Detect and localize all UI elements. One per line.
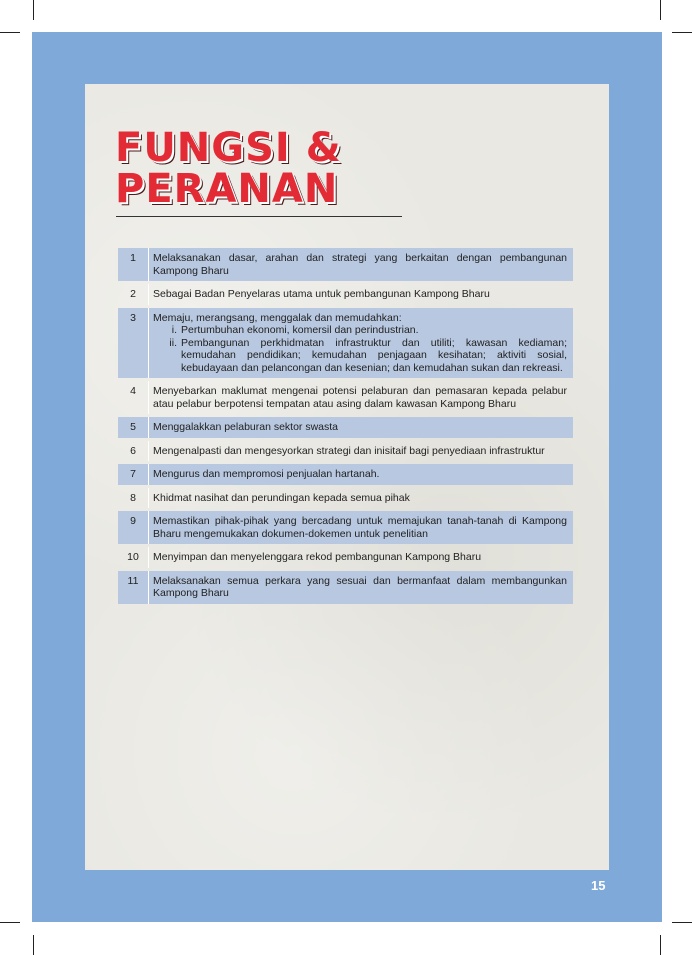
- row-text: Menyebarkan maklumat mengenai potensi pelaburan dan pemasaran kepada pelabur atau pelabur berpotensi tempatan atau asing dalam kawasan Kampong Bharu: [148, 381, 573, 414]
- sub-item: [153, 324, 567, 337]
- title-line-2: PERANAN: [115, 166, 339, 212]
- crop-mark: [33, 0, 34, 20]
- table-row: [118, 308, 573, 379]
- table-row: [118, 248, 573, 281]
- row-number: 10: [127, 551, 139, 563]
- row-text-group: [148, 308, 573, 379]
- row-number: 8: [130, 491, 136, 504]
- row-number: 9: [130, 515, 136, 527]
- row-number: 11: [127, 574, 139, 587]
- row-number: 7: [130, 468, 136, 480]
- title-divider: [116, 216, 402, 217]
- row-text: Memastikan pihak-pihak yang bercadang untuk memajukan tanah-tanah di Kampong Bharu mengemukakan dokumen-dokemen untuk penelitian: [148, 511, 573, 544]
- row-text: Sebagai Badan Penyelaras utama untuk pembangunan Kampong Bharu: [148, 284, 573, 305]
- row-text: Khidmat nasihat dan perundingan kepada semua pihak: [148, 488, 573, 509]
- row-number: 2: [130, 288, 136, 300]
- crop-mark: [660, 0, 661, 20]
- row-text: Menggalakkan pelaburan sektor swasta: [148, 417, 573, 438]
- row-text: Mengenalpasti dan mengesyorkan strategi dan inisitaif bagi penyediaan infrastruktur: [148, 441, 573, 462]
- row-number: 4: [130, 385, 136, 397]
- row-text: Melaksanakan dasar, arahan dan strategi yang berkaitan dengan pembangunan Kampong Bharu: [148, 248, 573, 281]
- table-row: [118, 464, 573, 485]
- sub-item-marker: ii.: [169, 336, 177, 349]
- functions-table: [118, 248, 573, 607]
- row-number: 5: [130, 421, 136, 433]
- row-number: 3: [130, 311, 136, 324]
- crop-mark: [660, 935, 661, 955]
- crop-mark: [672, 32, 692, 33]
- crop-mark: [33, 935, 34, 955]
- sub-item-marker: i.: [171, 324, 177, 336]
- title-line-1: FUNGSI &: [115, 125, 342, 171]
- page-title: [115, 125, 342, 212]
- table-row: [118, 417, 573, 438]
- crop-mark: [0, 32, 20, 33]
- table-row: [118, 284, 573, 305]
- sub-item: [153, 337, 567, 375]
- row-number: 1: [130, 252, 136, 264]
- table-row: [118, 441, 573, 462]
- crop-mark: [672, 922, 692, 923]
- row-text: Mengurus dan mempromosi penjualan hartanah.: [148, 464, 573, 485]
- table-row: [118, 488, 573, 509]
- table-row: [118, 571, 573, 604]
- table-row: [118, 547, 573, 568]
- row-number: 6: [130, 444, 136, 457]
- row-text: Menyimpan dan menyelenggara rekod pembangunan Kampong Bharu: [148, 547, 573, 568]
- crop-mark: [0, 922, 20, 923]
- row-text: Melaksanakan semua perkara yang sesuai dan bermanfaat dalam membangunkan Kampong Bharu: [148, 571, 573, 604]
- row-text: Memaju, merangsang, menggalak dan memudahkan:: [153, 311, 402, 324]
- sub-item-text: Pertumbuhan ekonomi, komersil dan perindustrian.: [181, 324, 419, 336]
- sub-item-text: Pembangunan perkhidmatan infrastruktur dan utiliti; kawasan kediaman; kemudahan pendidikan; kemudahan penjagaan kesihatan; aktiviti sosial, kebudayaan dan pelancongan dan kesenian; dan kemudahan sukan dan rekreasi.: [181, 336, 567, 374]
- page-number: 15: [591, 878, 606, 893]
- table-row: [118, 511, 573, 544]
- table-row: [118, 381, 573, 414]
